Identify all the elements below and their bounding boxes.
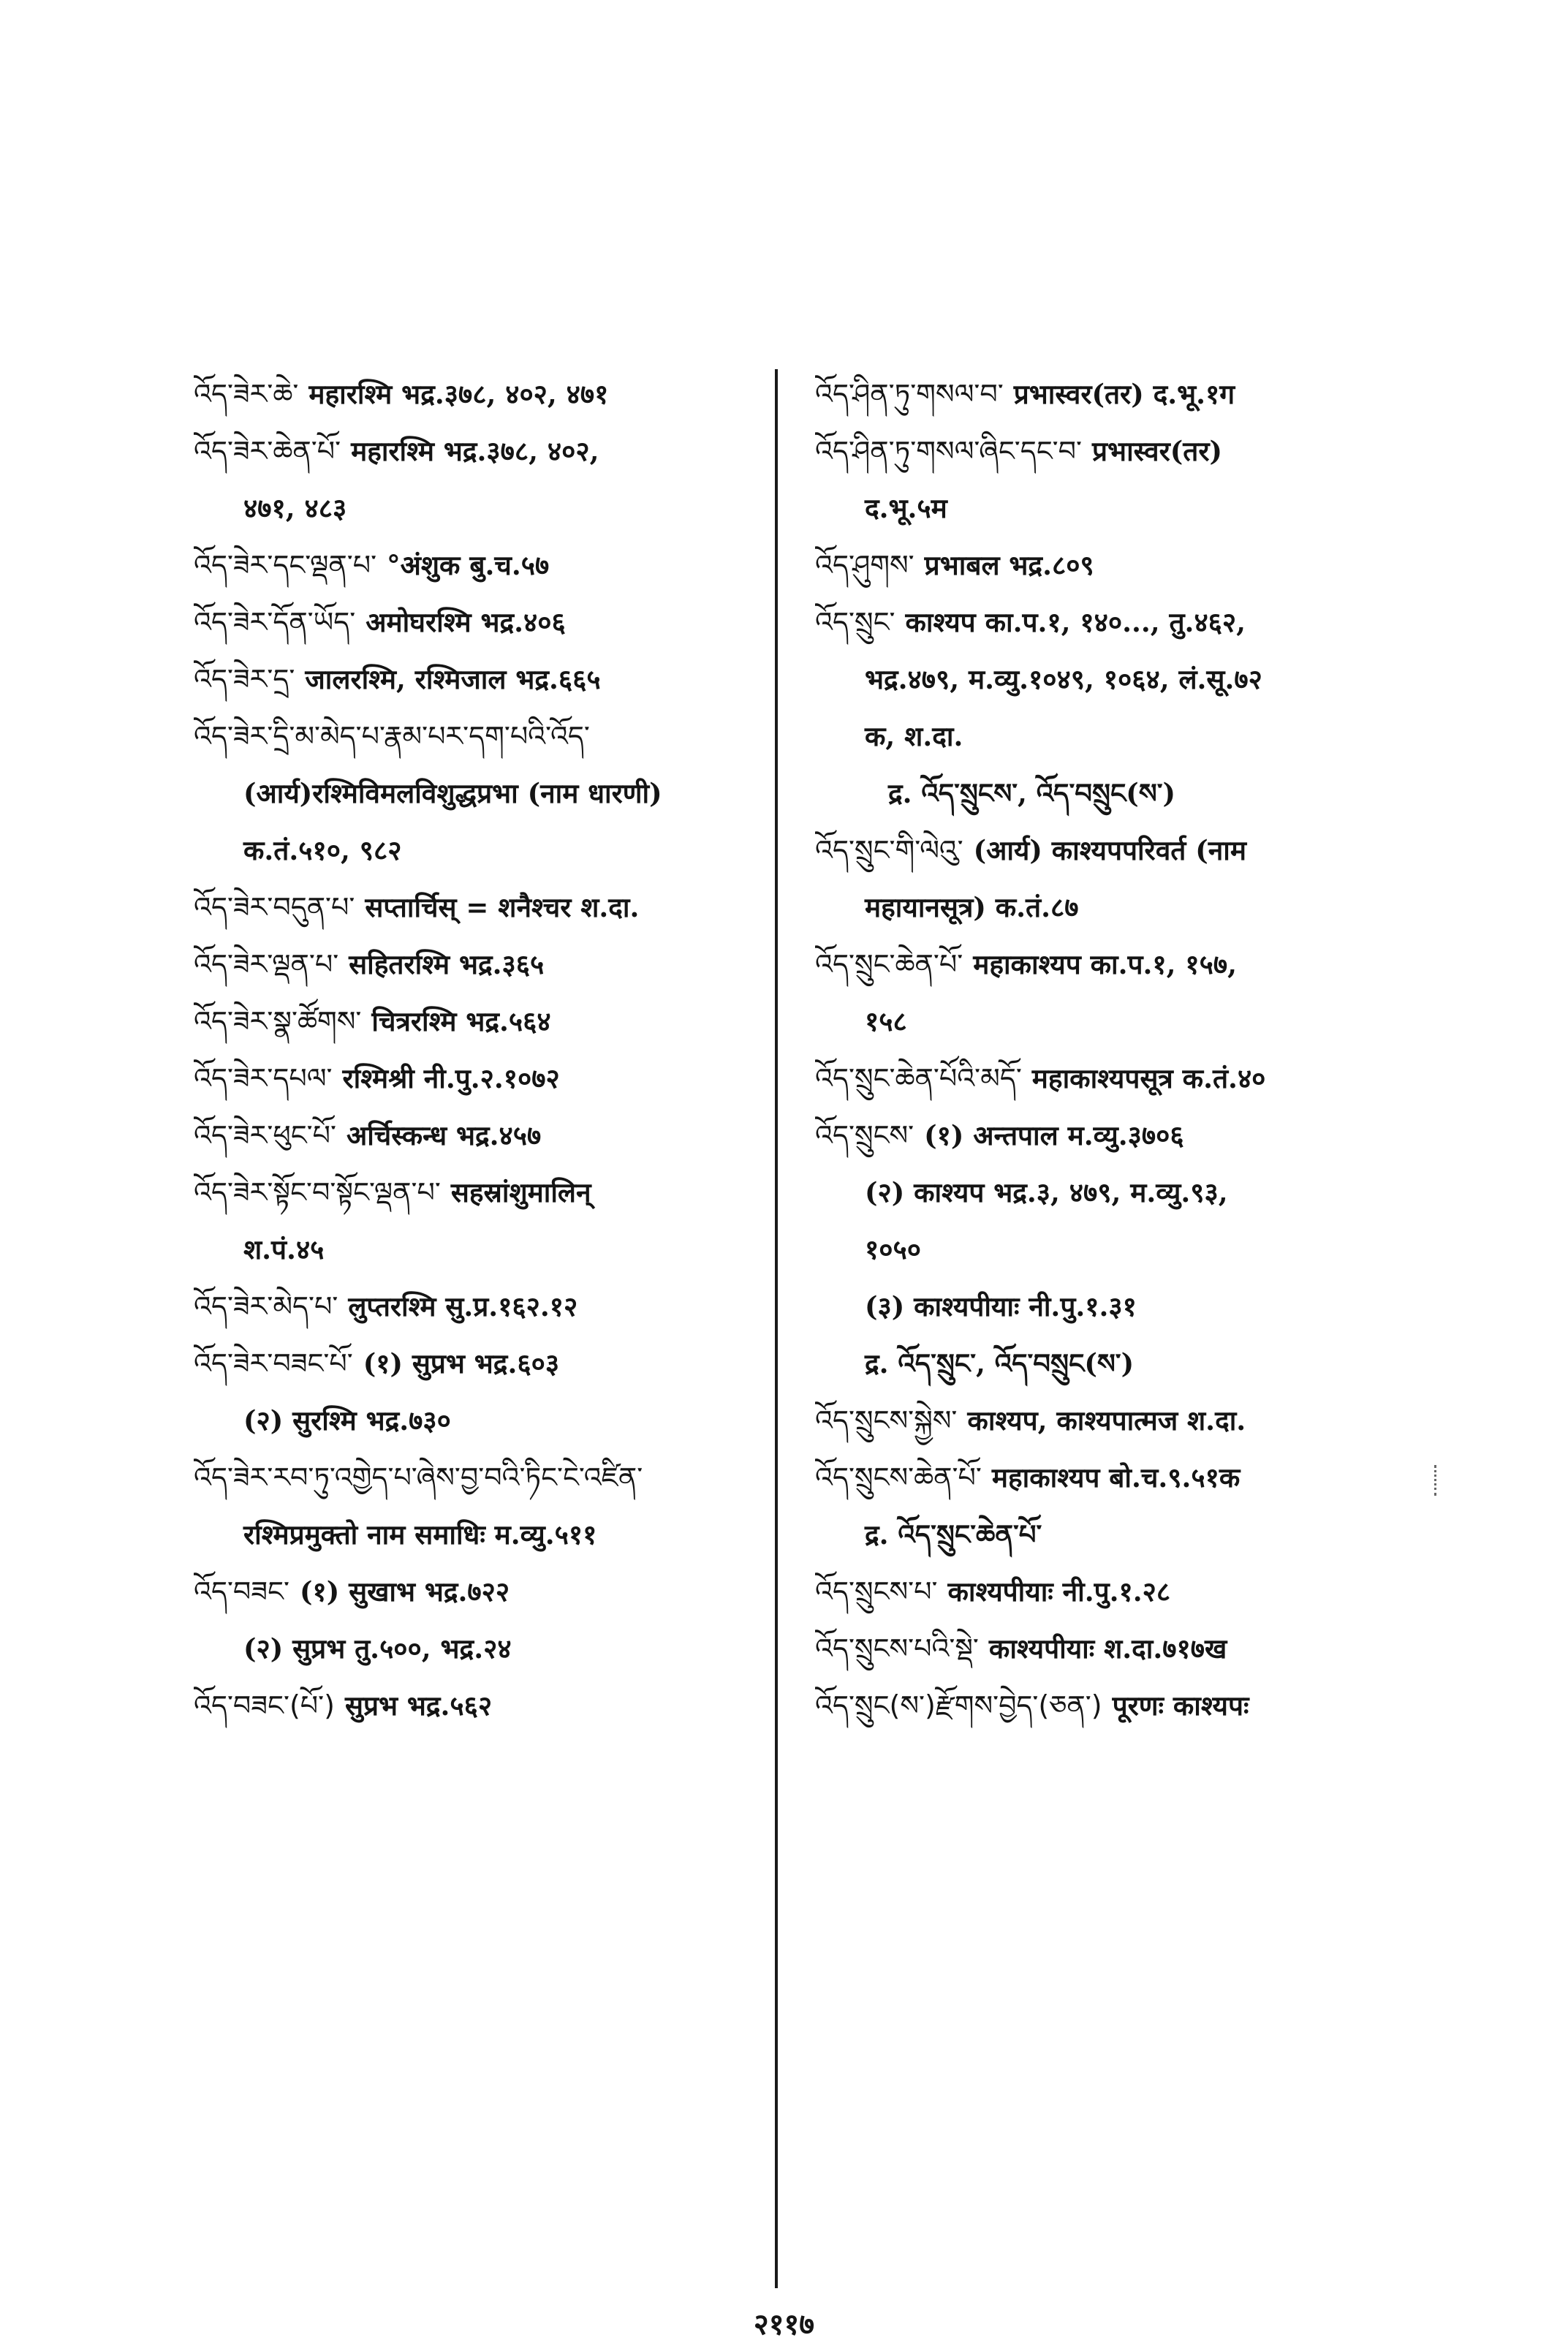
tibetan-headword: འོད་བཟང་ [194,1575,289,1608]
sanskrit-equivalent: द्र. འོད་སྲུང་, འོད་བསྲུང(ས་) [865,1347,1135,1379]
sanskrit-equivalent: (आर्य) काश्यपपरिवर्त (नाम [973,834,1246,866]
dictionary-entry-line [815,1392,1400,1449]
sanskrit-equivalent: क.तं.५१०, ९८२ [243,834,402,866]
dictionary-entry-line [815,1050,1400,1107]
dictionary-entry-line [815,1107,1400,1164]
dictionary-entry-line [815,1335,1400,1392]
dictionary-entry-line [194,1164,779,1221]
sanskrit-equivalent: द्र. འོད་སྲུང་ཆེན་པོ་ [865,1518,1042,1551]
dictionary-entry-line [815,993,1400,1050]
dictionary-entry-line [815,936,1400,993]
sanskrit-equivalent: प्रभास्वर(तर) [1092,435,1222,467]
tibetan-headword: འོད་སྲུང་ཆེན་པོའི་མདོ་ [815,1062,1022,1094]
tibetan-headword: འོད་ཟེར་རབ་ཏུ་འགྱེད་པ་ཞེས་བྱ་བའི་ཏིང་ངེ་འཛིན་ [194,1461,643,1494]
dictionary-entry-line [194,1563,779,1620]
dictionary-entry-line [815,366,1400,423]
tibetan-headword: འོད་ཟེར་སྟོང་བ་སྟོང་ལྡན་པ་ [194,1176,441,1208]
sanskrit-equivalent: (२) सुरश्मि भद्र.७३० [243,1404,451,1437]
sanskrit-equivalent: महारश्मि भद्र.३७८, ४०२, ४७१ [308,378,609,410]
tibetan-headword: འོད་སྲུངས་ [815,1119,914,1151]
tibetan-headword: འོད་ཤིན་ཏུ་གསལ་ཞིང་དང་བ་ [815,435,1082,467]
sanskrit-equivalent: (३) काश्यपीयाः नी.पु.१.३१ [865,1290,1137,1322]
sanskrit-equivalent: रश्मिप्रमुक्तो नाम समाधिः म.व्यु.५११ [243,1518,597,1551]
sanskrit-equivalent: द्र. འོད་སྲུངས་, འོད་བསྲུང(ས་) [888,777,1176,809]
dictionary-entry-line [815,1563,1400,1620]
page-number: २११७ [753,2307,815,2342]
sanskrit-equivalent: काश्यप, काश्यपात्मज श.दा. [967,1404,1246,1437]
sanskrit-equivalent: द.भू.५म [865,492,947,524]
dictionary-entry-line [815,1221,1400,1278]
dictionary-entry-line [194,1107,779,1164]
sanskrit-equivalent: (१) सुखाभ भद्र.७२२ [299,1575,510,1608]
sanskrit-equivalent: प्रभास्वर(तर) द.भू.१ग [1013,378,1235,410]
dictionary-entry-line [815,594,1400,651]
dictionary-entry-line [194,1335,779,1392]
dictionary-entry-line [815,879,1400,936]
sanskrit-equivalent: रश्मिश्री नी.पु.२.१०७२ [342,1062,560,1094]
dictionary-entry-line [194,822,779,879]
tibetan-headword: འོད་སྲུང་ཆེན་པོ་ [815,948,963,980]
left-column [194,366,779,1734]
dictionary-entry-line [815,822,1400,879]
dictionary-entry-line [815,765,1400,822]
tibetan-headword: འོད་ཟེར་ཆེ་ [194,378,299,410]
sanskrit-equivalent: (२) काश्यप भद्र.३, ४७९, म.व्यु.९३, [865,1176,1228,1208]
tibetan-headword: འོད་ཟེར་དྲ་ [194,663,295,695]
sanskrit-equivalent: सहस्रांशुमालिन् [450,1176,591,1208]
sanskrit-equivalent: लुप्तरश्मि सु.प्र.१६२.१२ [348,1290,578,1322]
tibetan-headword: འོད་ཟེར་ཆེན་པོ་ [194,435,341,467]
dictionary-entry-line [194,993,779,1050]
sanskrit-equivalent: श.पं.४५ [243,1233,325,1265]
tibetan-headword: འོད་སྲུང་ [815,606,895,638]
sanskrit-equivalent: पूरणः काश्यपः [1112,1689,1249,1722]
tibetan-headword: འོད་སྲུང་གི་ལེའུ་ [815,834,963,866]
dictionary-entry-line [815,651,1400,708]
dictionary-entry-line [194,1392,779,1449]
dictionary-entry-line [194,1677,779,1734]
sanskrit-equivalent: °अंशुक बु.च.५७ [387,549,550,581]
sanskrit-equivalent: १०५० [865,1233,921,1265]
dictionary-entry-line [194,594,779,651]
dictionary-entry-line [194,1449,779,1506]
sanskrit-equivalent: (१) सुप्रभ भद्र.६०३ [363,1347,560,1379]
sanskrit-equivalent: काश्यपीयाः नी.पु.१.२८ [947,1575,1171,1608]
dictionary-entry-line [815,1506,1400,1563]
dictionary-entry-line [815,537,1400,594]
sanskrit-equivalent: अर्चिस्कन्ध भद्र.४५७ [346,1119,542,1151]
tibetan-headword: འོད་ཟེར་དྲི་མ་མེད་པ་རྣམ་པར་དག་པའི་འོད་ [194,720,590,752]
tibetan-headword: འོད་སྲུང(ས་)རྫོགས་བྱེད་(ཅན་) [815,1689,1102,1722]
sanskrit-equivalent: १५८ [865,1005,907,1037]
dictionary-entry-line [194,765,779,822]
sanskrit-equivalent: सप्तार्चिस् = शनैश्चर श.दा. [365,891,640,923]
column-divider [775,369,778,2288]
sanskrit-equivalent: सहितरश्मि भद्र.३६५ [349,948,545,980]
tibetan-headword: འོད་སྲུངས་སྐྱེས་ [815,1404,958,1437]
tibetan-headword: འོད་ཤིན་ཏུ་གསལ་བ་ [815,378,1004,410]
dictionary-entry-line [815,1278,1400,1335]
sanskrit-equivalent: महारश्मि भद्र.३७८, ४०२, [351,435,599,467]
dictionary-entry-line [194,651,779,708]
sanskrit-equivalent: सुप्रभ भद्र.५६२ [344,1689,493,1722]
dictionary-entry-line [815,480,1400,537]
sanskrit-equivalent: भद्र.४७९, म.व्यु.१०४९, १०६४, लं.सू.७२ [865,663,1262,695]
tibetan-headword: འོད་ཟེར་ཕུང་པོ་ [194,1119,336,1151]
dictionary-entry-line [815,423,1400,480]
sanskrit-equivalent: महाकाश्यप का.प.१, १५७, [973,948,1238,980]
sanskrit-equivalent: जालरश्मि, रश्मिजाल भद्र.६६५ [305,663,601,695]
dictionary-entry-line [194,1506,779,1563]
dictionary-entry-line [194,480,779,537]
dictionary-entry-line [194,366,779,423]
dictionary-entry-line [194,1050,779,1107]
tibetan-headword: འོད་ཤུགས་ [815,549,914,581]
sanskrit-equivalent: महाकाश्यप बो.च.९.५१क [991,1461,1241,1494]
tibetan-headword: འོད་ཟེར་བཟང་པོ་ [194,1347,353,1379]
dictionary-entry-line [194,1620,779,1677]
sanskrit-equivalent: महायानसूत्र) क.तं.८७ [865,891,1079,923]
tibetan-headword: འོད་སྲུངས་པ་ [815,1575,938,1608]
sanskrit-equivalent: काश्यपीयाः श.दा.७१७ख [988,1632,1227,1665]
dictionary-entry-line [815,1449,1400,1506]
tibetan-headword: འོད་ཟེར་ལྡན་པ་ [194,948,339,980]
sanskrit-equivalent: (१) अन्तपाल म.व्यु.३७०६ [924,1119,1184,1151]
dictionary-entry-line [194,936,779,993]
dictionary-entry-line [194,708,779,765]
tibetan-headword: འོད་ཟེར་བདུན་པ་ [194,891,355,923]
tibetan-headword: འོད་ཟེར་མེད་པ་ [194,1290,338,1322]
tibetan-headword: འོད་ཟེར་དཔལ་ [194,1062,333,1094]
sanskrit-equivalent: अमोघरश्मि भद्र.४०६ [366,606,566,638]
sanskrit-equivalent: ४७१, ४८३ [243,492,347,524]
tibetan-headword: འོད་སྲུངས་ཆེན་པོ་ [815,1461,982,1494]
dictionary-entry-line [194,1221,779,1278]
tibetan-headword: འོད་ཟེར་སྣ་ཚོགས་ [194,1005,362,1037]
sanskrit-equivalent: काश्यप का.प.१, १४०..., तु.४६२, [905,606,1246,638]
sanskrit-equivalent: क, श.दा. [865,720,963,752]
dictionary-entry-line [194,423,779,480]
right-column [815,366,1400,1734]
sanskrit-equivalent: (२) सुप्रभ तु.५००, भद्र.२४ [243,1632,512,1665]
dictionary-entry-line [194,537,779,594]
sanskrit-equivalent: महाकाश्यपसूत्र क.तं.४० [1031,1062,1266,1094]
tibetan-headword: འོད་སྲུངས་པའི་སྡེ་ [815,1632,979,1665]
dictionary-entry-line [194,1278,779,1335]
sanskrit-equivalent: (आर्य)रश्मिविमलविशुद्धप्रभा (नाम धारणी) [243,777,662,809]
tibetan-headword: འོད་བཟང་(པོ་) [194,1689,335,1722]
dictionary-entry-line [815,1164,1400,1221]
dictionary-entry-line [815,708,1400,765]
sanskrit-equivalent: चित्ररश्मि भद्र.५६४ [371,1005,551,1037]
dictionary-entry-line [194,879,779,936]
dictionary-entry-line [815,1620,1400,1677]
tibetan-headword: འོད་ཟེར་དང་ལྡན་པ་ [194,549,377,581]
scan-speck [1434,1465,1439,1496]
sanskrit-equivalent: प्रभाबल भद्र.८०९ [924,549,1094,581]
tibetan-headword: འོད་ཟེར་དོན་ཡོད་ [194,606,356,638]
dictionary-entry-line [815,1677,1400,1734]
